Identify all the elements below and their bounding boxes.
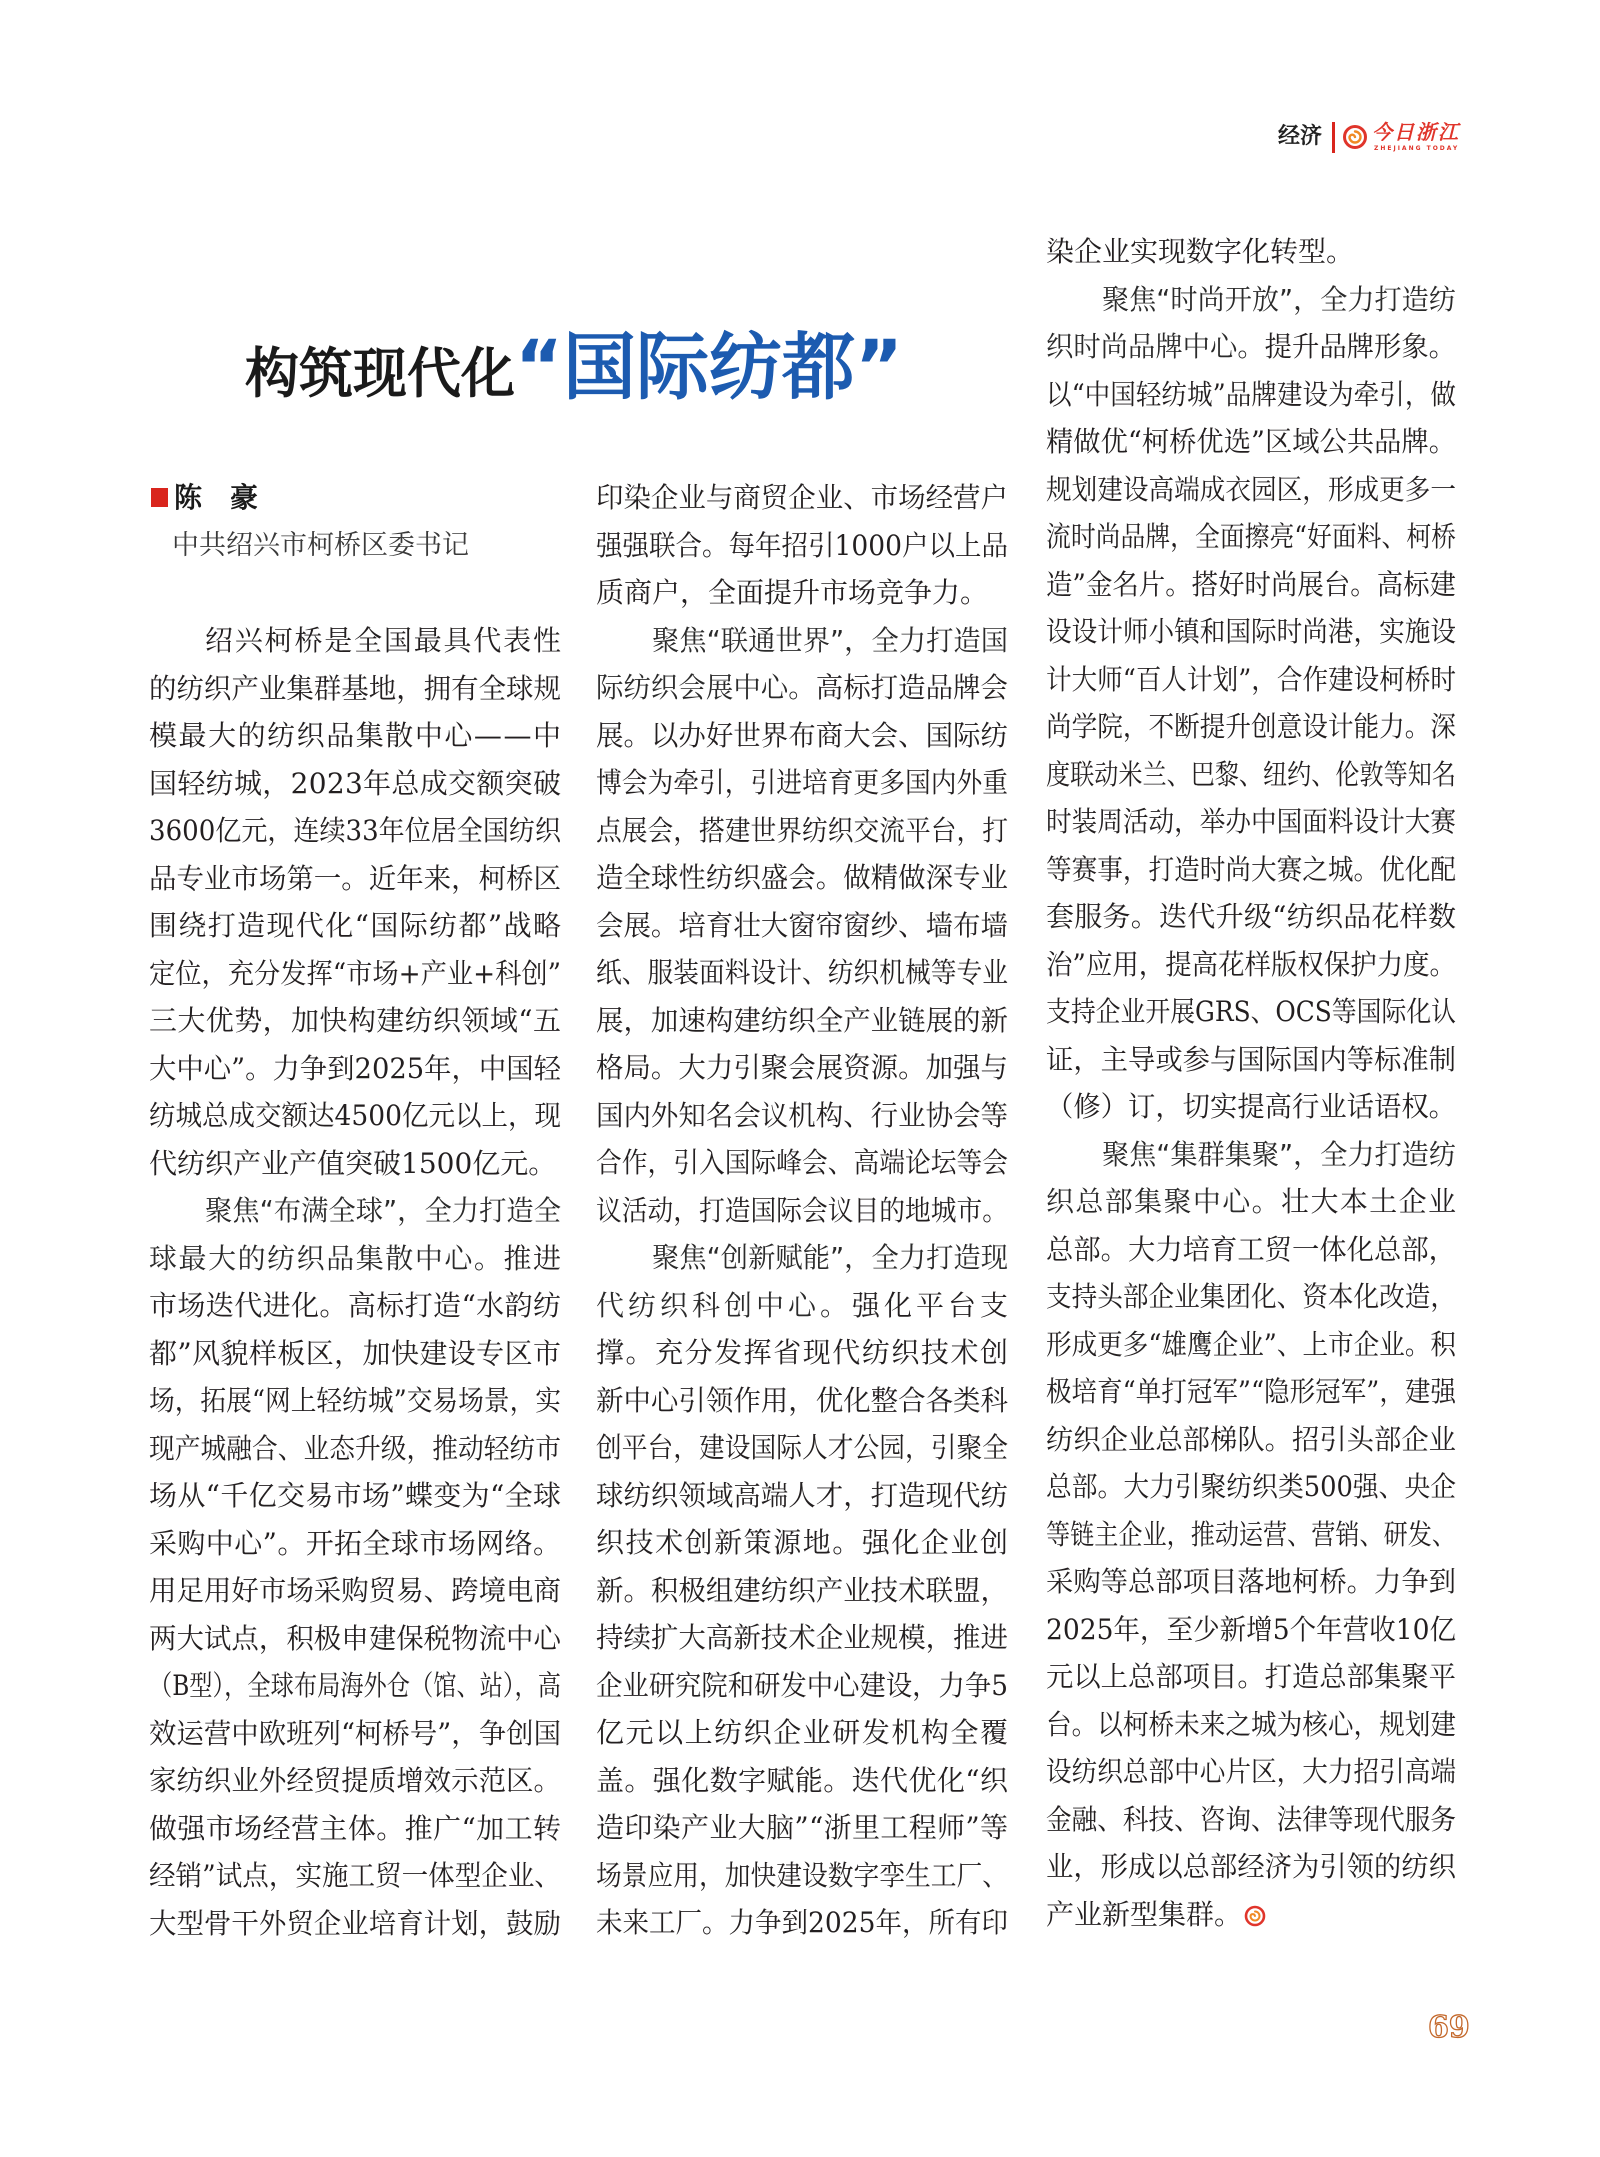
body-text: 台。以柯桥未来之城为核心，规划建 [1046,1707,1456,1741]
body-text: 合作，引入国际峰会、高端论坛等会 [596,1146,1008,1179]
body-text: 总部。大力引聚纺织类500强、央企 [1046,1470,1456,1503]
text-line [149,1045,561,1093]
body-text: 计大师“百人计划”，合作建设柯桥时 [1046,662,1456,696]
body-text: 绍兴柯桥是全国最具代表性 [205,624,563,657]
text-line [1046,1748,1456,1796]
text-line [596,854,1008,902]
paragraph [1046,228,1456,276]
body-text: 展，加速构建纺织全产业链展的新 [596,1003,1008,1037]
body-text: 展。以办好世界布商大会、国际纺 [596,718,1008,752]
body-text: 壮大本土企业 [1281,1185,1458,1218]
body-text: 产业新型集群。 [1046,1897,1243,1931]
text-line [1046,988,1456,1036]
text-line [596,1234,1008,1282]
paragraph [1046,1131,1456,1939]
body-text: 等赛事，打造时尚大赛之城。优化配 [1046,852,1456,886]
body-text: 套服务。迭代升级“纺织品花样数 [1046,900,1457,933]
body-text: 点展会，搭建世界纺织交流平台，打 [596,813,1008,847]
body-text: 现产城融合、业态升级，推动轻纺市 [149,1431,561,1465]
header-divider [1332,122,1335,153]
text-line [149,1140,561,1188]
body-text: 代纺织产业产值突破1500亿元。 [149,1146,557,1180]
text-line [596,949,1008,997]
body-text: 定位，充分发挥“市场+产业+科创” [149,956,561,990]
body-text: 总部。大力培育工贸一体化总部， [1046,1232,1456,1266]
text-line [1046,1178,1456,1226]
text-line [149,1282,561,1330]
text-line [1046,703,1456,751]
body-text: 形成更多“雄鹰企业”、上市企业。积 [1046,1327,1456,1361]
text-line [149,1757,561,1805]
text-line [596,997,1008,1045]
text-line [149,1900,561,1948]
text-line [596,1424,1008,1472]
body-text: 以“中国轻纺城”品牌建设为牵引，做 [1046,377,1456,411]
lead-in-text: 际纺织会展中心。 [596,671,816,704]
text-line [596,1472,1008,1520]
body-text: 场从“千亿交易市场”蝶变为“全球 [149,1479,562,1512]
text-line [596,1899,1008,1947]
body-text: 推进 [503,1241,563,1275]
text-line [1046,1273,1456,1321]
body-text: 的纺织产业集群基地，拥有全球规 [149,671,561,705]
text-line [1046,276,1456,324]
body-text: 等链主企业，推动运营、营销、研发、 [1046,1517,1456,1551]
body-text: 采购中心”。开拓全球市场网络。 [149,1526,562,1560]
text-line [1046,798,1456,846]
text-line [596,1567,1008,1615]
article-title [245,308,910,412]
body-text: 未来工厂。力争到2025年，所有印 [596,1906,1008,1939]
text-line [1046,1701,1456,1749]
text-line [596,1377,1008,1425]
text-line [1046,1511,1456,1559]
text-line [149,1852,561,1900]
body-text: 规划建设高端成衣园区，形成更多一 [1046,472,1456,506]
body-text: 采购等总部项目落地柯桥。力争到 [1046,1565,1456,1598]
text-line [1046,371,1456,419]
text-line [1046,1796,1456,1844]
text-line [149,902,561,950]
body-text: 2025年，至少新增5个年营收10亿 [1046,1612,1456,1646]
body-text: 时装周活动，举办中国面料设计大赛 [1046,805,1456,838]
text-line [1046,1226,1456,1274]
body-text: 创平台，建设国际人才公园，引聚全 [596,1431,1008,1464]
text-line [1046,513,1456,561]
text-line [149,1187,561,1235]
body-text: 精做优“柯桥优选”区域公共品牌。 [1046,425,1456,458]
title-main: 构筑现代化 [245,342,515,405]
lead-in-text: 代纺织科创中心。 [596,1288,852,1322]
text-line [1046,1416,1456,1464]
body-text: 印染企业与商贸企业、市场经营户 [596,481,1008,514]
body-text: 持续扩大高新技术企业规模，推进 [596,1621,1008,1654]
text-line [596,1757,1008,1805]
text-line [1046,1653,1456,1701]
body-text: 场景应用，加快建设数字孪生工厂、 [596,1858,1008,1892]
body-text: 造印染产业大脑”“浙里工程师”等 [596,1811,1009,1844]
text-line [1046,466,1456,514]
text-line [149,1425,561,1473]
body-text: 织技术创新策源地。强化企业创 [596,1526,1010,1559]
body-text: 纺织企业总部梯队。招引头部企业 [1046,1422,1456,1456]
body-text: 新。积极组建纺织产业技术联盟， [596,1573,1008,1607]
text-line [596,1614,1008,1662]
text-line [149,950,561,998]
body-text: 支持企业开展GRS、OCS等国际化认 [1046,995,1456,1028]
text-line [1046,846,1456,894]
body-text: 纸、服装面料设计、纺织机械等专业 [596,956,1008,989]
article-column-2 [596,474,1012,1947]
logo-wordmark-en: ZHEJIANG TODAY [1374,145,1460,152]
text-line [1046,418,1456,466]
text-line [149,997,561,1045]
body-text: 会展。培育壮大窗帘窗纱、墙布墙 [596,908,1008,942]
body-text: 元以上总部项目。打造总部集聚平 [1046,1660,1456,1693]
body-text: 围绕打造现代化“国际纺都”战略 [149,909,563,942]
paragraph [596,474,1008,617]
body-text: 金融、科技、咨询、法律等现代服务 [1046,1802,1456,1836]
paragraph [596,1234,1012,1947]
article-title-text [245,308,903,439]
text-line [149,1092,561,1140]
body-text: 染企业实现数字化转型。 [1046,235,1355,268]
body-text: 撑。充分发挥省现代纺织技术创 [596,1336,1010,1369]
text-line [1046,561,1456,609]
body-text: 3600亿元，连续33年位居全国纺织 [149,814,561,847]
body-text: 造”金名片。搭好时尚展台。高标建 [1046,567,1456,601]
text-line [1046,1606,1456,1654]
text-line [149,1662,561,1710]
text-line [149,1615,561,1663]
text-line [149,760,561,808]
body-text: 流时尚品牌，全面擦亮“好面料、柯桥 [1046,520,1456,553]
text-line [596,807,1008,855]
text-line [1046,608,1456,656]
text-line [596,1329,1008,1377]
body-text: 经销”试点，实施工贸一体型企业、 [149,1859,561,1892]
logo-wordmark-cn: 今日浙江 [1372,120,1460,144]
body-text: 业，形成以总部经济为引领的纺织 [1046,1850,1456,1883]
body-text: 品专业市场第一。近年来，柯桥区 [149,861,561,895]
red-square-icon [151,488,168,507]
text-line [149,855,561,903]
body-text: 纺城总成交额达4500亿元以上，现 [149,1099,561,1132]
body-text: 强强联合。每年招引1000户以上品 [596,528,1008,562]
article-column-3 [1046,228,1456,1938]
body-text: 质商户，全面提升市场竞争力。 [596,576,989,609]
body-text: 提升品牌形象。 [1264,330,1456,363]
text-line [149,1567,561,1615]
lead-in-text: 织时尚品牌中心。 [1046,330,1265,363]
body-text: 盖。强化数字赋能。迭代优化“织 [596,1763,1009,1797]
body-text: 设纺织总部中心片区，大力招引高端 [1046,1755,1456,1788]
text-line [596,1662,1008,1710]
lead-in-text: 聚焦“时尚开放”，全力打造纺 [1102,282,1456,316]
body-text: 家纺织业外经贸提质增效示范区。 [149,1764,561,1797]
paragraph [1046,276,1456,1131]
body-text: 造全球性纺织盛会。做精做深专业 [596,861,1008,894]
body-text: 大中心”。力争到2025年，中国轻 [149,1051,561,1085]
body-text: 极培育“单打冠军”“隐形冠军”，建强 [1046,1375,1456,1408]
text-line [1046,1463,1456,1511]
body-text: （B型），全球布局海外仓（馆、站），高 [149,1669,561,1702]
body-text: 市场迭代进化。高标打造“水韵纺 [149,1289,562,1322]
text-line [596,522,1008,570]
body-text: 球纺织领域高端人才，打造现代纺 [596,1478,1008,1512]
body-text: 三大优势，加快构建纺织领域“五 [149,1004,562,1037]
body-text: 度联动米兰、巴黎、纽约、伦敦等知名 [1046,757,1456,791]
text-line [596,664,1008,712]
text-line [149,807,561,855]
text-line [149,1520,561,1568]
text-line [1046,228,1456,276]
page-number: 69 [1428,2010,1470,2045]
body-text: 效运营中欧班列“柯桥号”，争创国 [149,1716,561,1750]
paragraph [149,1187,561,1947]
text-line [596,569,1008,617]
body-text: 国轻纺城，2023年总成交额突破 [149,766,562,800]
text-line [149,617,561,665]
text-line [1046,1843,1456,1891]
text-line [1046,1368,1456,1416]
text-line [596,1092,1008,1140]
body-text: 都”风貌样板区，加快建设专区市 [149,1336,562,1370]
text-line [1046,1036,1456,1084]
text-line [596,617,1008,665]
body-text: 亿元以上纺织企业研发机构全覆 [596,1716,1010,1749]
body-text: 场，拓展“网上轻纺城”交易场景，实 [149,1384,561,1417]
text-line [149,665,561,713]
paragraph [596,617,1008,1235]
text-line [1046,1131,1456,1179]
title-highlight: “国际纺都” [515,325,903,410]
lead-in-text: 聚焦“布满全球”，全力打造全 [205,1194,561,1227]
body-text: 设设计师小镇和国际时尚港，实施设 [1046,615,1456,648]
text-line [596,1709,1008,1757]
body-text: 国内外知名会议机构、行业协会等 [596,1098,1008,1132]
paragraph [149,617,561,1187]
lead-in-text: 聚焦“集群集聚”，全力打造纺 [1102,1137,1456,1171]
text-line [149,1377,561,1425]
body-text: （修）订，切实提高行业话语权。 [1046,1090,1456,1123]
body-text: 议活动，打造国际会议目的地城市。 [596,1193,1008,1227]
text-line [1046,941,1456,989]
author-name: 陈 豪 [174,481,259,514]
text-line [149,1472,561,1520]
lead-in-text: 球最大的纺织品集散中心。 [149,1241,504,1275]
text-line [1046,656,1456,704]
body-text: 支持头部企业集团化、资本化改造， [1046,1280,1456,1313]
text-line [149,1330,561,1378]
zhejiang-today-logo-icon [1342,124,1368,150]
body-text: 大型骨干外贸企业培育计划，鼓励 [149,1906,561,1940]
text-line [149,1710,561,1758]
body-text: 做强市场经营主体。推广“加工转 [149,1811,562,1845]
text-line [1046,1321,1456,1369]
text-line [1046,751,1456,799]
body-text: 两大试点，积极申建保税物流中心 [149,1621,561,1655]
body-text: 高标打造品牌会 [815,671,1008,704]
text-line [149,1805,561,1853]
body-text: 格局。大力引聚会展资源。加强与 [596,1051,1008,1084]
body-text: 企业研究院和研发中心建设，力争5 [596,1668,1008,1702]
text-line [596,1044,1008,1092]
body-text: 强化平台支 [851,1288,1012,1322]
body-text: 治”应用，提高花样版权保护力度。 [1046,947,1456,981]
text-line [596,902,1008,950]
text-line [596,1519,1008,1567]
body-text: 新中心引领作用，优化整合各类科 [596,1383,1008,1417]
text-line [596,1804,1008,1852]
body-text: 证，主导或参与国际国内等标准制 [1046,1042,1456,1076]
text-line [1046,1083,1456,1131]
text-line [1046,323,1456,371]
body-text: 尚学院，不断提升创意设计能力。深 [1046,710,1456,743]
text-line [596,474,1008,522]
section-label: 经济 [1278,124,1323,149]
lead-in-text: 聚焦“联通世界”，全力打造国 [652,623,1008,657]
text-line [1046,893,1456,941]
text-line [1046,1891,1456,1939]
body-text: 用足用好市场采购贸易、跨境电商 [149,1574,561,1607]
text-line [596,1187,1008,1235]
text-line [149,712,561,760]
text-line [596,1852,1008,1900]
text-line [596,759,1008,807]
end-mark-logo-icon [1244,1894,1266,1916]
text-line [596,1139,1008,1187]
author-position: 中共绍兴市柯桥区委书记 [172,530,469,561]
text-line [596,712,1008,760]
article-column-1 [149,617,561,1947]
body-text: 模最大的纺织品集散中心——中 [149,719,563,752]
text-line [149,1235,561,1283]
body-text: 博会为牵引，引进培育更多国内外重 [596,766,1008,799]
text-line [596,1282,1012,1330]
lead-in-text: 聚焦“创新赋能”，全力打造现 [652,1241,1008,1274]
lead-in-text: 织总部集聚中心。 [1046,1185,1282,1218]
text-line [1046,1558,1456,1606]
